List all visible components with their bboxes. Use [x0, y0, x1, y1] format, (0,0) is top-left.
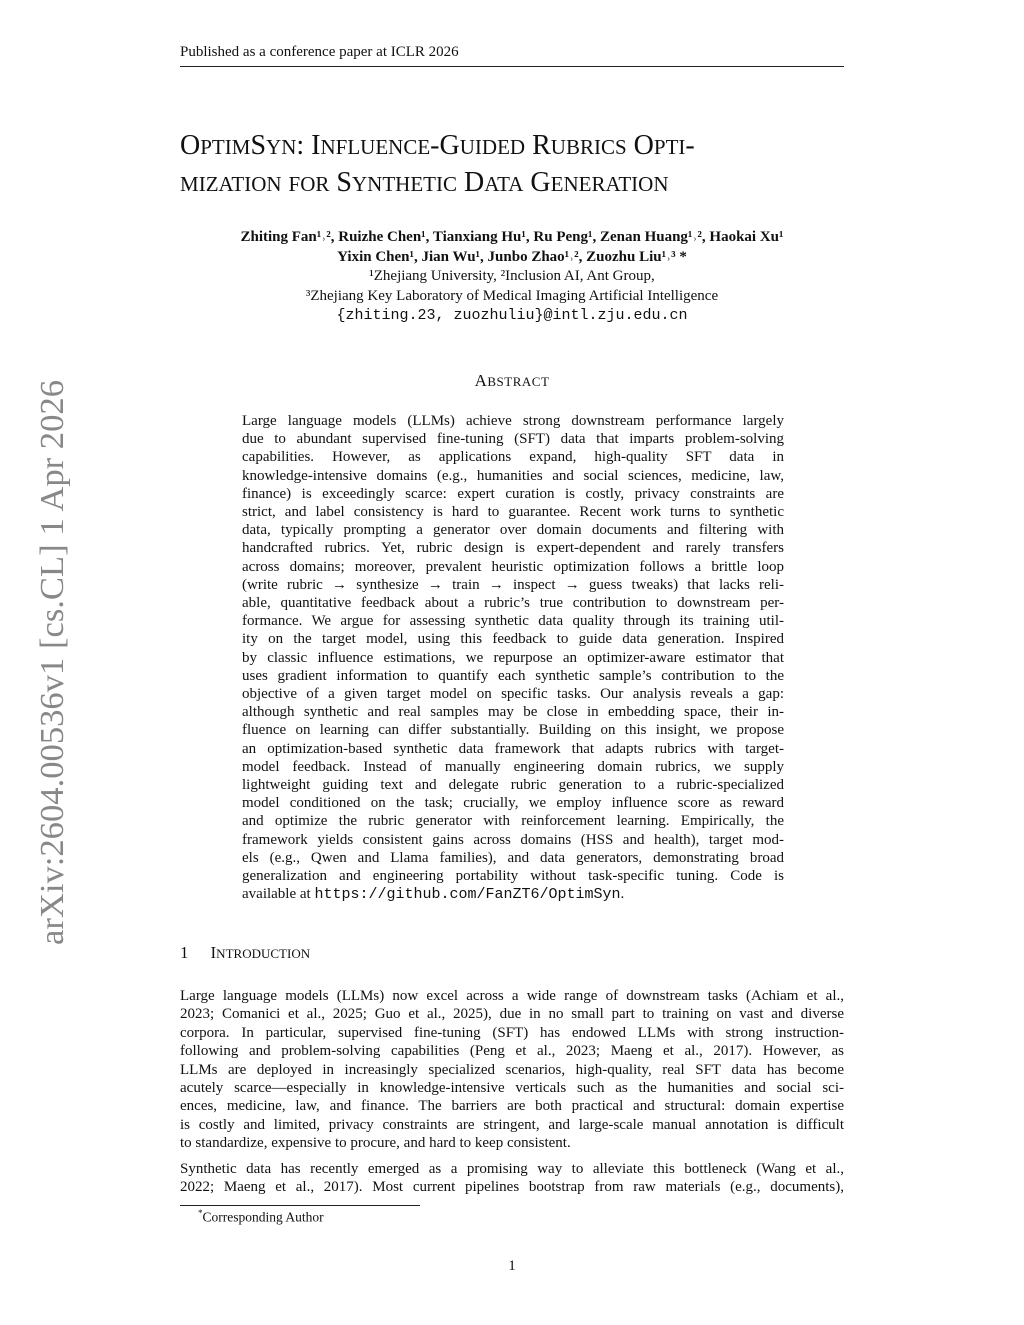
text-line: ity on the target model, using this feedback to guide data generation. Inspired	[242, 631, 784, 648]
author-list-line-2: Yixin Chen¹, Jian Wu¹, Junbo Zhao¹˒², Zuozhu Liu¹˒³ *	[337, 248, 687, 265]
text-line: corpora. In particular, supervised fine-tuning (SFT) has endowed LLMs with strong instruction-	[180, 1024, 844, 1041]
text-line: able, quantitative feedback about a rubric’s true contribution to downstream per-	[242, 595, 784, 612]
text-line: LLMs are deployed in increasingly specialized scenarios, high-quality, real SFT data has become	[180, 1061, 844, 1078]
text-line: formance. We argue for assessing synthetic data quality through its training util-	[242, 613, 784, 630]
footnote-marker: *	[198, 1208, 203, 1218]
abstract-last-line	[242, 885, 784, 904]
title-word: OPTI-	[633, 130, 695, 161]
text-line: model conditioned on the task; crucially, we employ influence score as reward	[242, 795, 784, 812]
text-line: and optimize the rubric generator with reinforcement learning. Empirically, the	[242, 813, 784, 830]
text-line: to standardize, expensive to procure, and hard to keep consistent.	[180, 1135, 571, 1152]
text-line: generalization and engineering portability without task-specific tuning. Code is	[242, 868, 784, 885]
text-line: knowledge-intensive domains (e.g., humanities and social sciences, medicine, law,	[242, 467, 784, 484]
paper-title	[180, 128, 844, 202]
text-line: across domains; moreover, prevalent heuristic optimization follows a brittle loop	[242, 558, 784, 575]
text-line: lightweight guiding text and delegate rubric generation to a rubric-specialized	[242, 777, 784, 794]
abstract-heading: ABSTRACT	[474, 371, 550, 390]
footnote-rule	[180, 1205, 420, 1206]
intro-paragraph-2	[180, 1160, 844, 1197]
affiliation-line-2: ³Zhejiang Key Laboratory of Medical Imaging Artificial Intelligence	[305, 287, 719, 304]
text-line: finance) is exceedingly scarce: expert curation is costly, privacy constraints are	[242, 485, 784, 502]
affiliation-line-1: ¹Zhejiang University, ²Inclusion AI, Ant Group,	[369, 268, 655, 284]
text-line: ences, medicine, law, and finance. The barriers are both practical and structural: domain expertise	[180, 1098, 844, 1115]
abstract-lines	[242, 412, 784, 885]
text-line: although synthetic and real samples may be close in embedding space, their in-	[242, 704, 784, 721]
text-line: Large language models (LLMs) achieve strong downstream performance largely	[242, 413, 784, 429]
running-header: Published as a conference paper at ICLR 2026	[180, 44, 459, 60]
title-word: RUBRICS	[532, 130, 627, 161]
text-line: uses gradient information to quantify each synthetic sample’s contribution to the	[242, 667, 784, 684]
footnote	[198, 1208, 324, 1226]
text-line: 2023; Comanici et al., 2025; Guo et al., 2025), due in no small part to training on vast and diverse	[180, 1006, 844, 1023]
section-title: INTRODUCTION	[210, 943, 311, 962]
text-line: (write rubric → synthesize → train → inspect → guess tweaks) that lacks reli-	[242, 576, 784, 593]
footnote-text: Corresponding Author	[202, 1209, 324, 1225]
text-line: an optimization-based synthetic data framework that adapts rubrics with target-	[242, 740, 784, 757]
text-line: data, typically prompting a generator over domain documents and filtering with	[242, 522, 784, 539]
code-link[interactable]: https://github.com/FanZT6/OptimSyn	[314, 886, 621, 904]
title-word: OPTIMSYN:	[180, 130, 305, 161]
arxiv-side-stamp	[33, 380, 73, 950]
arxiv-stamp-svg	[33, 380, 73, 950]
text-line: els (e.g., Qwen and Llama families), and data generators, demonstrating broad	[242, 849, 784, 866]
text-line: acutely scarce—especially in knowledge-intensive verticals such as the humanities and social sci-	[180, 1080, 844, 1097]
text-line: model feedback. Instead of manually engineering domain rubrics, we supply	[242, 758, 784, 775]
text-line: following and problem-solving capabilities (Peng et al., 2023; Maeng et al., 2017). However, as	[180, 1043, 844, 1060]
arxiv-stamp-text: arXiv:2604.00536v1 [cs.CL] 1 Apr 2026	[34, 389, 71, 945]
author-emails: {zhiting.23, zuozhuliu}@intl.zju.edu.cn	[336, 307, 688, 324]
title-line-2: MIZATION FOR SYNTHETIC DATA GENERATION	[180, 167, 669, 198]
title-line-1	[180, 128, 844, 165]
section-number: 1	[180, 943, 189, 962]
title-word: INFLUENCE-GUIDED	[311, 130, 526, 161]
abstract-body	[242, 412, 784, 904]
text-line: Large language models (LLMs) now excel across a wide range of downstream tasks (Achiam et al.,	[180, 988, 844, 1004]
text-line: by classic influence estimations, we repurpose an optimizer-aware estimator that	[242, 649, 784, 666]
text-line: is costly and limited, privacy constraints are stringent, and large-scale manual annotation is difficult	[180, 1116, 844, 1133]
text-line: capabilities. However, as applications expand, high-quality SFT data in	[242, 449, 784, 466]
text-line: strict, and label consistency is hard to guarantee. Recent work turns to synthetic	[242, 504, 784, 521]
text-line: Synthetic data has recently emerged as a promising way to alleviate this bottleneck (Wang et al.,	[180, 1161, 844, 1177]
section-heading-introduction	[180, 943, 310, 963]
page-number: 1	[508, 1258, 516, 1274]
abstract-last-suffix: .	[620, 886, 625, 903]
author-block	[180, 228, 844, 326]
text-line: handcrafted rubrics. Yet, rubric design is expert-dependent and rarely transfers	[242, 540, 784, 557]
author-list-line-1: Zhiting Fan¹˒², Ruizhe Chen¹, Tianxiang Hu¹, Ru Peng¹, Zenan Huang¹˒², Haokai Xu¹	[240, 229, 784, 245]
text-line: due to abundant supervised fine-tuning (SFT) data that imparts problem-solving	[242, 431, 784, 448]
text-line: objective of a given target model on specific tasks. Our analysis reveals a gap:	[242, 686, 784, 703]
text-line: 2022; Maeng et al., 2017). Most current pipelines bootstrap from raw materials (e.g., documents),	[180, 1179, 844, 1196]
text-line: framework yields consistent gains across domains (HSS and health), target mod-	[242, 831, 784, 848]
abstract-last-prefix: available at	[242, 886, 315, 903]
header-rule	[180, 66, 844, 67]
intro-paragraph-1	[180, 987, 844, 1153]
text-line: fluence on learning can differ substantially. Building on this insight, we propose	[242, 722, 784, 739]
